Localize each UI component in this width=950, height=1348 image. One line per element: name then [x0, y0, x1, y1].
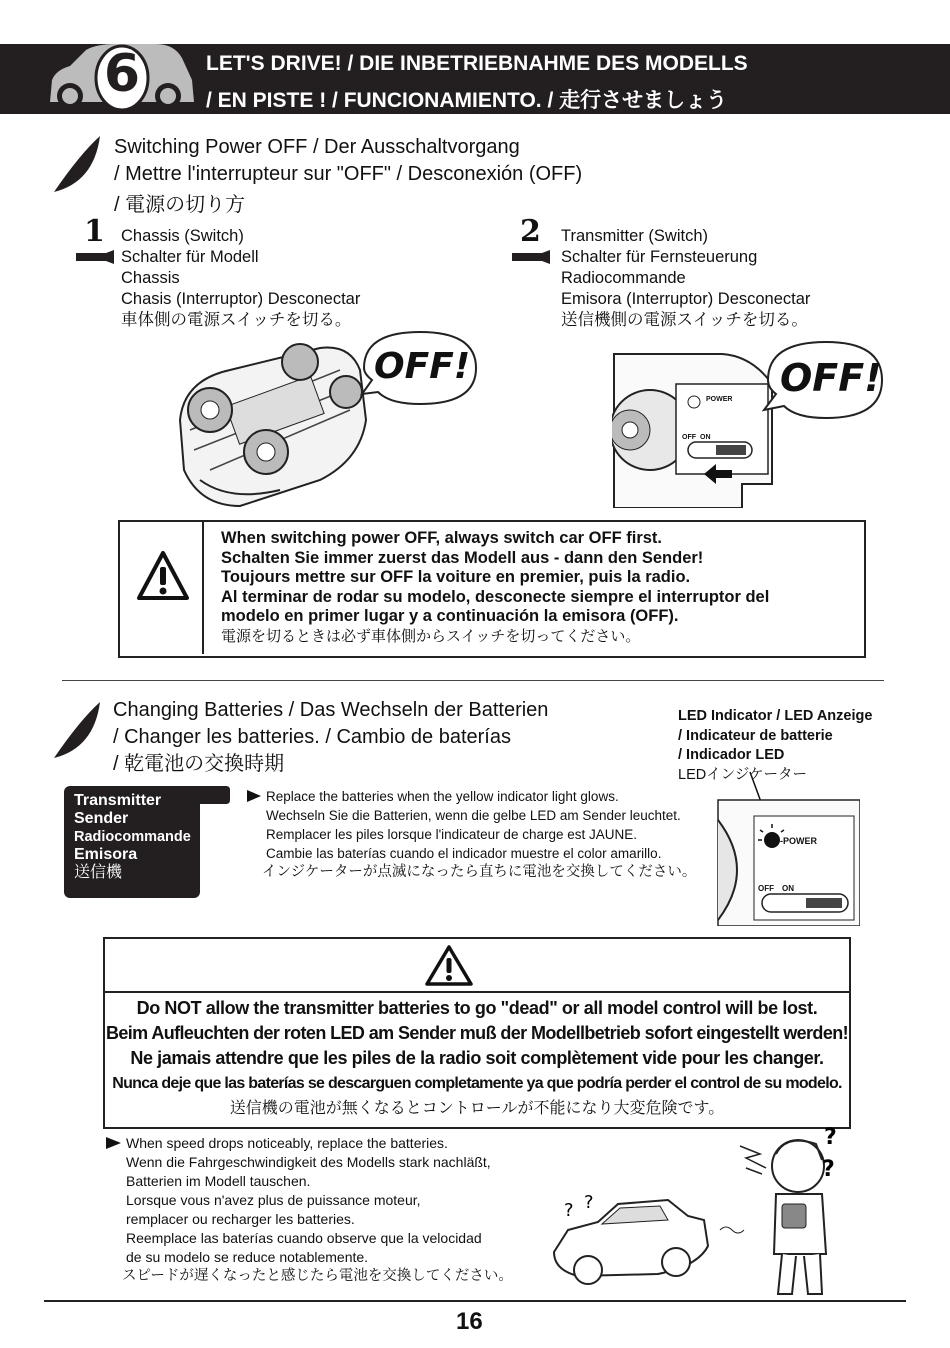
transmitter-badge: Transmitter Sender Radiocommande Emisora 送信機	[64, 786, 200, 898]
pointer-arrow-icon	[106, 1137, 121, 1149]
step2-number: 2	[520, 214, 541, 249]
step2-marker-icon	[512, 250, 550, 264]
transmitter-power-label: POWER	[706, 396, 733, 403]
battery-warning-text: Do NOT allow the transmitter batteries to go "dead" or all model control will be lost. Beim Aufleuchten der roten LED am Sender muß der Modellbetrieb sofort eingestellt werden! Ne jamais attendre que les piles de la radio soit complètement vide pour les changer. Nunca deje que las baterías se descarguen completamente ya que podría perder el control de su modelo. 送信機の電池が無くなるとコントロールが不能になり大変危険です。	[105, 998, 849, 1117]
page-number: 16	[456, 1308, 483, 1335]
warning-triangle-icon	[136, 550, 190, 602]
step1-marker-icon	[76, 250, 114, 264]
svg-text:?: ?	[822, 1157, 835, 1182]
replace-batteries-text: Replace the batteries when the yellow indicator light glows. Wechseln Sie die Batterien, wenn die gelbe LED am Sender leuchtet. Remplacer les piles lorsque l'indicateur de charge est JAUNE. Cambie las baterías cuando el indicador muestre el color amarillo. インジケーターが点滅になったら直ちに電池を交換してください。	[262, 789, 697, 880]
warning-triangle-icon	[424, 944, 474, 988]
section-divider	[62, 680, 884, 681]
transmitter-illustration	[612, 344, 782, 508]
speed-drop-text: When speed drops noticeably, replace the batteries. Wenn die Fahrgeschwindigkeit des Modells stark nachläßt, Batterien im Modell tauschen. Lorsque vous n'avez plus de puissance moteur, remplacer ou recharger les batteries. Reemplace las baterías cuando observe que la velocidad de su modelo se reduce notablemente. スピードが遅くなったと感じたら電池を交換してください。	[122, 1135, 513, 1284]
slow-car-illustration	[548, 1190, 748, 1290]
battery-warning-header-divider	[105, 991, 849, 993]
step1-number: 1	[84, 214, 105, 249]
svg-text:?: ?	[584, 1192, 594, 1213]
header-title-line2: / EN PISTE ! / FUNCIONAMIENTO. / 走行させましょう	[206, 89, 728, 112]
led-power-label: -POWER	[780, 836, 817, 846]
led-off-label: OFF	[758, 884, 774, 893]
svg-text:?: ?	[824, 1125, 837, 1150]
footer-rule	[44, 1300, 906, 1302]
section-crescent-icon	[50, 134, 106, 196]
transmitter-off-label: OFF	[682, 434, 696, 441]
chassis-illustration	[170, 340, 370, 508]
badge-tab	[180, 786, 230, 804]
step1-text: Chassis (Switch) Schalter für Modell Chassis Chasis (Interruptor) Desconectar 車体側の電源スイッチを切る。	[121, 227, 361, 329]
step2-off-label: OFF!	[780, 356, 882, 400]
header-title-line1: LET'S DRIVE! / DIE INBETRIEBNAHME DES MODELLS	[206, 52, 748, 75]
step-number: 6	[103, 44, 141, 104]
transmitter-on-label: ON	[700, 434, 711, 441]
power-off-warning-text: When switching power OFF, always switch car OFF first. Schalten Sie immer zuerst das Modell aus - dann den Sender! Toujours mettre sur OFF la voiture en premier, puis la radio. Al terminar de rodar su modelo, desconecte siempre el interruptor del modelo en primer lugar y a continuación la emisora (OFF). 電源を切るときは必ず車体側からスイッチを切ってください。	[221, 529, 770, 645]
led-on-label: ON	[782, 884, 794, 893]
pointer-arrow-icon	[247, 790, 261, 802]
step1-off-label: OFF!	[374, 346, 471, 387]
step2-text: Transmitter (Switch) Schalter für Fernsteuerung Radiocommande Emisora (Interruptor) Desconectar 送信機側の電源スイッチを切る。	[561, 227, 811, 329]
warning-box-divider	[202, 522, 204, 654]
svg-text:?: ?	[564, 1200, 574, 1221]
led-indicator-label: LED Indicator / LED Anzeige / Indicateur de batterie / Indicador LED LEDインジケーター	[678, 708, 873, 783]
switching-off-title: Switching Power OFF / Der Ausschaltvorgang / Mettre l'interrupteur sur "OFF" / Desconexión (OFF) / 電源の切り方	[114, 136, 583, 216]
section-crescent-icon	[50, 700, 106, 762]
batteries-title: Changing Batteries / Das Wechseln der Batterien / Changer les batteries. / Cambio de baterías / 乾電池の交換時期	[113, 699, 549, 775]
boy-with-transmitter-illustration	[726, 1124, 856, 1300]
